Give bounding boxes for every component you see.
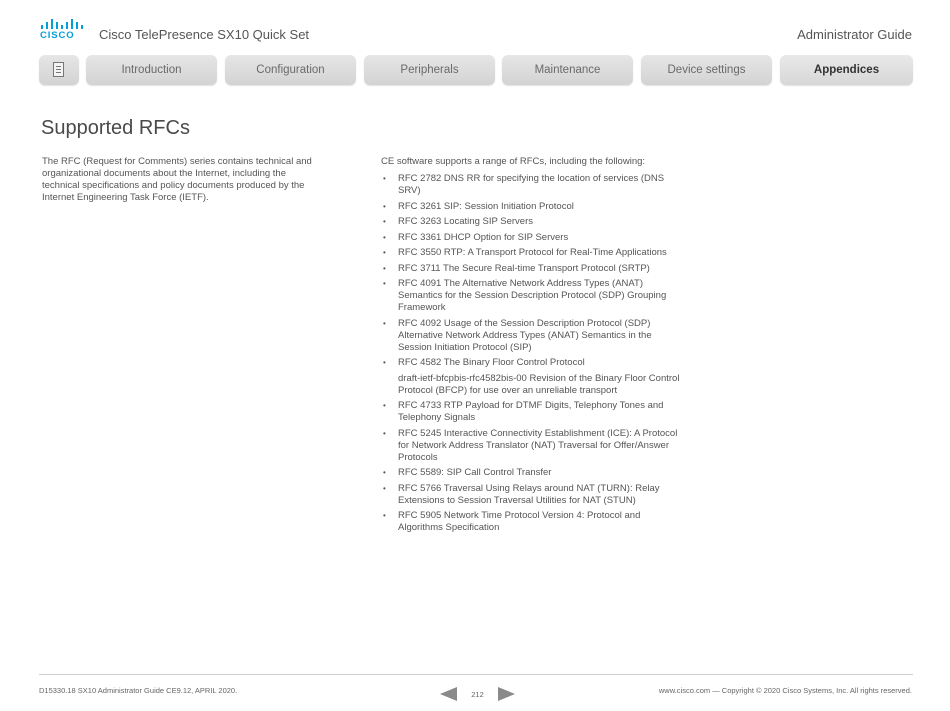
footer-copyright: www.cisco.com — Copyright © 2020 Cisco Systems, Inc. All rights reserved. [658, 686, 912, 695]
list-item: • RFC 3361 DHCP Option for SIP Servers [381, 232, 681, 244]
tab-configuration[interactable]: Configuration [225, 55, 356, 85]
tab-maintenance[interactable]: Maintenance [502, 55, 633, 85]
intro-paragraph: The RFC (Request for Comments) series contains technical and organizational documents about the Internet, including the technical specifications and policy documents produced by the Internet Engineering Task Force (IETF). [42, 156, 312, 203]
previous-page-arrow-icon[interactable] [440, 687, 457, 701]
tab-contents[interactable] [39, 55, 79, 85]
cisco-logo [40, 17, 84, 41]
list-item: • RFC 3550 RTP: A Transport Protocol for Real-Time Applications [381, 247, 681, 259]
logo-wordmark: CISCO [40, 30, 75, 41]
list-item: • RFC 4091 The Alternative Network Address Types (ANAT) Semantics for the Session Description Protocol (SDP) Grouping Framework [381, 278, 681, 314]
list-item: • RFC 4733 RTP Payload for DTMF Digits, Telephony Tones and Telephony Signals [381, 400, 681, 424]
footer-divider [39, 674, 913, 675]
tab-peripherals[interactable]: Peripherals [364, 55, 495, 85]
list-item: • RFC 2782 DNS RR for specifying the location of services (DNS SRV) [381, 173, 681, 197]
list-item-continuation: draft-ietf-bfcpbis-rfc4582bis-00 Revision of the Binary Floor Control Protocol (BFCP) for use over an unreliable transport [398, 372, 680, 396]
list-item: • RFC 3261 SIP: Session Initiation Protocol [381, 201, 681, 213]
page-number: 212 [471, 690, 484, 699]
list-item: • RFC 3711 The Secure Real-time Transport Protocol (SRTP) [381, 263, 681, 275]
cisco-bridge-icon [40, 18, 84, 30]
contents-page-icon [53, 62, 64, 77]
page-title: Supported RFCs [41, 117, 190, 139]
page-navigator [440, 687, 515, 701]
rfc-lead-text: CE software supports a range of RFCs, including the following: [381, 156, 646, 167]
list-item: • RFC 4092 Usage of the Session Description Protocol (SDP) Alternative Network Address Types (ANAT) Semantics in the Session Initiation Protocol (SIP) [381, 318, 681, 354]
tab-bar [39, 55, 913, 85]
tab-introduction[interactable]: Introduction [86, 55, 217, 85]
rfc-list [381, 173, 681, 538]
list-item: • RFC 5245 Interactive Connectivity Establishment (ICE): A Protocol for Network Address Translator (NAT) Traversal for Offer/Answer Protocols [381, 428, 681, 464]
tab-appendices[interactable]: Appendices [780, 55, 913, 85]
list-item: • RFC 5905 Network Time Protocol Version 4: Protocol and Algorithms Specification [381, 510, 681, 534]
footer-document-id: D15330.18 SX10 Administrator Guide CE9.12, APRIL 2020. [39, 686, 238, 695]
list-item: • RFC 4582 The Binary Floor Control Protocol [381, 357, 681, 369]
list-item: • RFC 5766 Traversal Using Relays around NAT (TURN): Relay Extensions to Session Traversal Utilities for NAT (STUN) [381, 483, 681, 507]
list-item: • RFC 5589: SIP Call Control Transfer [381, 467, 681, 479]
guide-title: Administrator Guide [797, 27, 912, 42]
tab-device-settings[interactable]: Device settings [641, 55, 772, 85]
document-title: Cisco TelePresence SX10 Quick Set [99, 27, 310, 42]
next-page-arrow-icon[interactable] [498, 687, 515, 701]
list-item: • RFC 3263 Locating SIP Servers [381, 216, 681, 228]
